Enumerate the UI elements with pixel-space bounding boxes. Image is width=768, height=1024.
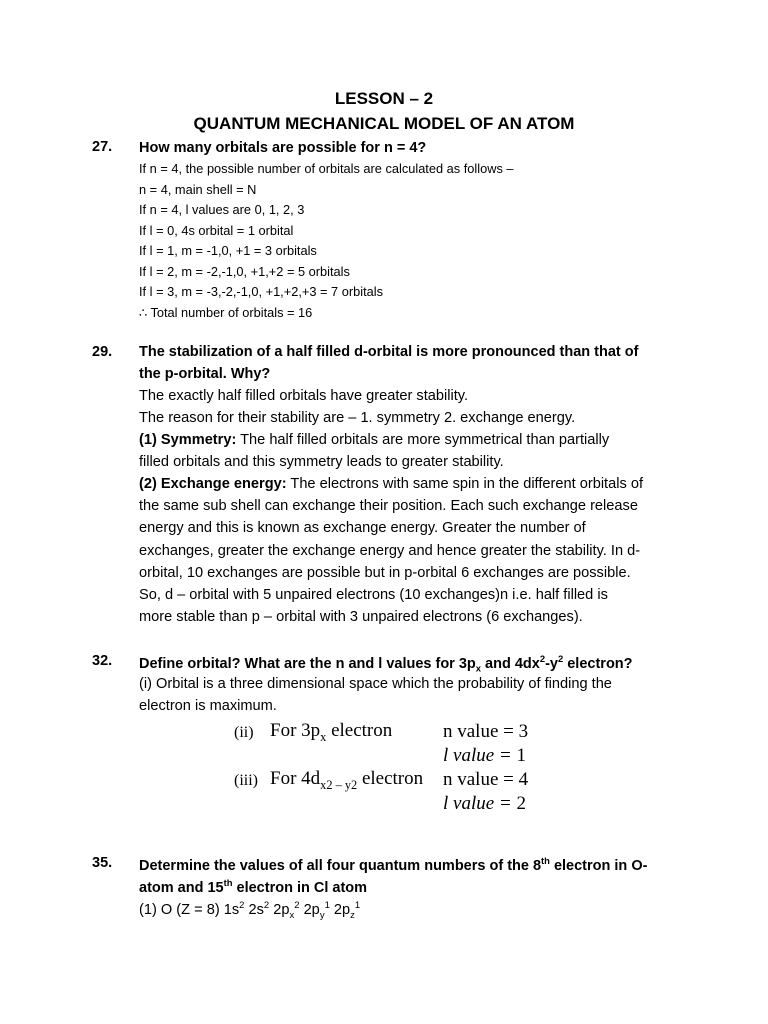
ans-sup: 2 — [263, 900, 270, 911]
ans-part: 2p — [329, 901, 351, 918]
iii-text-part: electron — [357, 768, 424, 789]
ans-sub: x — [289, 909, 295, 921]
q29-line: exchanges, greater the exchange energy and hence greater the stability. In d- — [139, 543, 641, 559]
question-number-27: 27. — [92, 139, 113, 155]
q29-line: The exactly half filled orbitals have greater stability. — [139, 388, 469, 404]
l-value-2 — [443, 793, 526, 815]
ans-sub: y — [319, 909, 325, 921]
ii-text-part: For 3p — [270, 720, 321, 741]
q35-sup: th — [223, 877, 233, 888]
n-val: 4 — [518, 769, 529, 790]
q29-line: orbital, 10 exchanges are possible but in p-orbital 6 exchanges are possible. — [139, 565, 631, 581]
iii-text — [270, 768, 423, 793]
q35-part: Determine the values of all four quantum numbers of the 8 — [139, 857, 542, 874]
q27-line: If l = 1, m = -1,0, +1 = 3 orbitals — [139, 243, 317, 258]
q27-line: If n = 4, l values are 0, 1, 2, 3 — [139, 202, 305, 217]
q32-definition-line: (i) Orbital is a three dimensional space which the probability of finding the — [139, 676, 612, 692]
q32-part: -y — [545, 655, 558, 672]
question-29-text-line1: The stabilization of a half filled d-orbital is more pronounced than that of — [139, 344, 639, 360]
question-35-text-line2 — [139, 877, 367, 896]
q29-line: The reason for their stability are – 1. symmetry 2. exchange energy. — [139, 410, 576, 426]
ii-label: (ii) — [234, 724, 254, 741]
ii-text-part: electron — [326, 720, 393, 741]
q29-line: more stable than p – orbital with 3 unpaired electrons (6 exchanges). — [139, 609, 583, 625]
question-35-text-line1 — [139, 855, 647, 874]
l-value-1 — [443, 745, 526, 767]
q32-sup: 2 — [539, 653, 546, 664]
ans-part: 2s — [244, 901, 264, 918]
l-label: l value = — [443, 745, 517, 766]
q27-line: n = 4, main shell = N — [139, 182, 257, 197]
n-val: 3 — [518, 721, 529, 742]
q32-part: Define orbital? What are the n and l values for 3p — [139, 655, 476, 672]
ans-part: 2p — [269, 901, 290, 918]
q29-line: filled orbitals and this symmetry leads to greater stability. — [139, 454, 504, 470]
n-value-2 — [443, 769, 528, 791]
symmetry-text: The half filled orbitals are more symmetrical than partially — [236, 432, 610, 448]
q32-sub: x — [475, 662, 482, 674]
n-label: n value = — [443, 721, 519, 742]
question-32-text — [139, 653, 633, 674]
q35-part: electron in Cl atom — [232, 879, 368, 896]
exchange-energy-label: (2) Exchange energy: — [139, 476, 287, 492]
ans-sub: z — [350, 909, 355, 921]
exchange-energy-text: The electrons with same spin in the different orbitals of — [286, 476, 643, 492]
ans-sup: 1 — [324, 900, 330, 911]
q27-line: ∴ Total number of orbitals = 16 — [139, 305, 313, 320]
q27-line: If l = 0, 4s orbital = 1 orbital — [139, 223, 294, 238]
ans-part: (1) O (Z = 8) 1s — [139, 901, 240, 918]
q27-line: If n = 4, the possible number of orbitals are calculated as follows – — [139, 161, 514, 176]
q35-sup: th — [541, 855, 550, 866]
q29-line: So, d – orbital with 5 unpaired electrons (10 exchanges)n i.e. half filled is — [139, 587, 608, 603]
q32-part: electron? — [563, 655, 633, 672]
n-value-1 — [443, 721, 528, 743]
ans-sup: 2 — [294, 900, 300, 911]
q29-line: energy and this is known as exchange energy. Greater the number of — [139, 520, 586, 536]
ii-text — [270, 720, 392, 745]
q32-sup: 2 — [557, 653, 564, 664]
question-29-text-line2: the p-orbital. Why? — [139, 366, 271, 382]
l-label: l value = — [443, 793, 517, 814]
lesson-heading: LESSON – 2 — [334, 89, 434, 108]
q29-exchange-line — [139, 476, 643, 492]
question-number-29: 29. — [92, 344, 113, 360]
q32-part: and 4dx — [481, 655, 540, 672]
ans-part: 2p — [299, 901, 320, 918]
q29-line: the same sub shell can exchange their position. Each such exchange release — [139, 498, 638, 514]
iii-sub: x2 – y2 — [320, 777, 358, 792]
question-number-32: 32. — [92, 653, 113, 669]
iii-text-part: For 4d — [270, 768, 321, 789]
q29-symmetry-line — [139, 432, 609, 448]
question-number-35: 35. — [92, 855, 113, 871]
symmetry-label: (1) Symmetry: — [139, 432, 237, 448]
n-label: n value = — [443, 769, 519, 790]
ans-sup: 2 — [239, 900, 245, 911]
q32-definition-line: electron is maximum. — [139, 698, 277, 714]
iii-label: (iii) — [234, 772, 258, 789]
q27-line: If l = 3, m = -3,-2,-1,0, +1,+2,+3 = 7 orbitals — [139, 284, 383, 299]
q35-part: atom and 15 — [139, 879, 224, 896]
l-val: 2 — [516, 793, 526, 814]
q35-part: electron in O- — [549, 857, 648, 874]
page-title: QUANTUM MECHANICAL MODEL OF AN ATOM — [193, 114, 575, 133]
l-val: 1 — [516, 745, 526, 766]
question-27-text: How many orbitals are possible for n = 4? — [139, 140, 427, 156]
q35-answer-line — [139, 900, 360, 921]
ans-sup: 1 — [354, 900, 361, 911]
q27-line: If l = 2, m = -2,-1,0, +1,+2 = 5 orbitals — [139, 264, 350, 279]
ii-sub: x — [320, 729, 327, 744]
